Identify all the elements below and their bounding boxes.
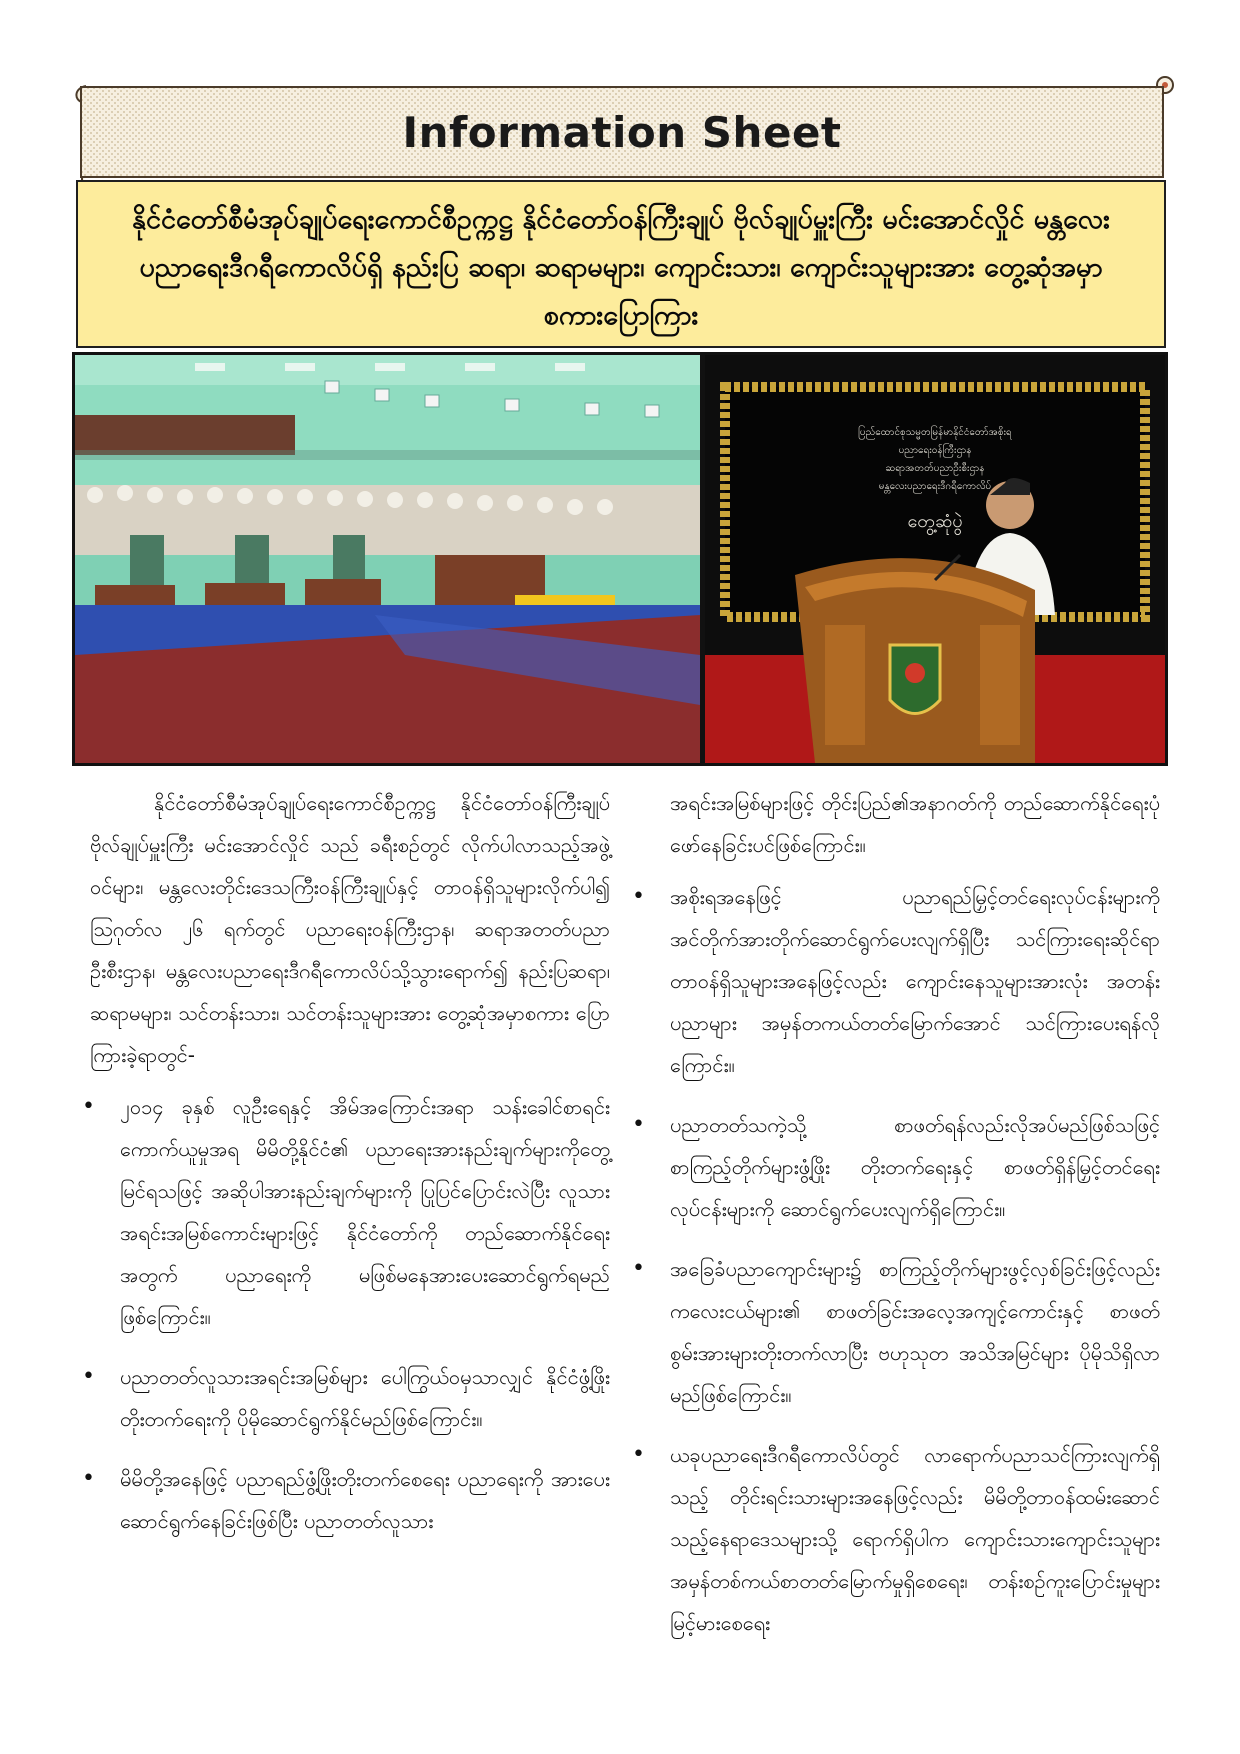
headline-text: နိုင်ငံတော်စီမံအုပ်ချုပ်ရေးကောင်စီဥက္ကဋ္ဌ နိုင်ငံတော်ဝန်ကြီးချုပ် ဗိုလ်ချုပ်မှူးကြီး မင်းအောင်လှိုင် မန္တလေးပညာရေးဒီဂရီကောလိပ်ရှိ နည်းပြ ဆရာ၊ ဆရာမများ၊ ကျောင်းသား၊ ကျောင်းသူများအား တွေ့ဆုံအမှာစကားပြောကြား bbox=[132, 204, 1110, 331]
photo-speaker bbox=[705, 355, 1165, 763]
continuation-text: အရင်းအမြစ်များဖြင့် တိုင်းပြည်၏အနာဂတ်ကို တည်ဆောက်နိုင်ရေးပုံဖော်နေခြင်းပင်ဖြစ်ကြောင်း။ bbox=[670, 791, 1160, 857]
bullet-item bbox=[632, 1248, 1160, 1416]
intro-paragraph: နိုင်ငံတော်စီမံအုပ်ချုပ်ရေးကောင်စီဥက္ကဋ္ဌ နိုင်ငံတော်ဝန်ကြီးချုပ် ဗိုလ်ချုပ်မှူးကြီး မင်းအောင်လှိုင် သည် ခရီးစဉ်တွင် လိုက်ပါလာသည့်အဖွဲ့ဝင်များ၊ မန္တလေးတိုင်းဒေသကြီးဝန်ကြီးချုပ်နှင့် တာဝန်ရှိသူများလိုက်ပါ၍ ဩဂုတ်လ ၂၆ ရက်တွင် ပညာရေးဝန်ကြီးဌာန၊ ဆရာအတတ်ပညာဦးစီးဌာန၊ မန္တလေးပညာရေးဒီဂရီကောလိပ်သို့သွားရောက်၍ နည်းပြဆရာ၊ ဆရာမများ၊ သင်တန်းသား၊ သင်တန်းသူများအား တွေ့ဆုံအမှာစကား ပြောကြားခဲ့ရာတွင်- bbox=[90, 791, 610, 1067]
audience-hall-illustration bbox=[75, 355, 700, 763]
bullet-text: အခြေခံပညာကျောင်းများ၌ စာကြည့်တိုက်များဖွင့်လှစ်ခြင်းဖြင့်လည်း ကလေးငယ်များ၏ စာဖတ်ခြင်းအလေ့အကျင့်ကောင်းနှင့် စာဖတ်စွမ်းအားများတိုးတက်လာပြီး ဗဟုသုတ အသိအမြင်များ ပိုမိုသိရှိလာမည်ဖြစ်ကြောင်း။ bbox=[670, 1257, 1160, 1407]
bullet-dot-icon: • bbox=[632, 1256, 645, 1281]
column-right bbox=[632, 782, 1160, 1662]
bullet-text: ၂၀၁၄ ခုနှစ် လူဦးရေနှင့် အိမ်အကြောင်းအရာ သန်းခေါင်စာရင်းကောက်ယူမှုအရ မိမိတို့နိုင်ငံ၏ ပညာရေးအားနည်းချက်များကိုတွေ့မြင်ရသဖြင့် အဆိုပါအားနည်းချက်များကို ပြုပြင်ပြောင်းလဲပြီး လူသားအရင်းအမြစ်ကောင်းများဖြင့် နိုင်ငံတော်ကို တည်ဆောက်နိုင်ရေးအတွက် ပညာရေးကို မဖြစ်မနေအားပေးဆောင်ရွက်ရမည်ဖြစ်ကြောင်း။ bbox=[120, 1095, 610, 1329]
bullet-text: အစိုးရအနေဖြင့် ပညာရည်မြှင့်တင်ရေးလုပ်ငန်းများကို အင်တိုက်အားတိုက်ဆောင်ရွက်ပေးလျက်ရှိပြီး သင်ကြားရေးဆိုင်ရာ တာဝန်ရှိသူများအနေဖြင့်လည်း ကျောင်းနေသူများအားလုံး အတန်းပညာများ အမှန်တကယ်တတ်မြောက်အောင် သင်ကြားပေးရန်လိုကြောင်း။ bbox=[670, 885, 1160, 1077]
page-title: Information Sheet bbox=[402, 108, 842, 157]
bullet-text: ပညာတတ်သကဲ့သို့ စာဖတ်ရန်လည်းလိုအပ်မည်ဖြစ်သဖြင့် စာကြည့်တိုက်များဖွံ့ဖြိုး တိုးတက်ရေးနှင့် စာဖတ်ရှိန်မြှင့်တင်ရေးလုပ်ငန်းများကို ဆောင်ရွက်ပေးလျက်ရှိကြောင်း။ bbox=[670, 1113, 1160, 1221]
bullet-dot-icon: • bbox=[632, 1442, 645, 1467]
photo-strip bbox=[72, 352, 1168, 766]
bullet-text: မိမိတို့အနေဖြင့် ပညာရည်ဖွံ့ဖြိုးတိုးတက်စေရေး ပညာရေးကို အားပေးဆောင်ရွက်နေခြင်းဖြစ်ပြီး ပညာတတ်လူသား bbox=[120, 1467, 610, 1533]
bullet-text: ယခုပညာရေးဒီဂရီကောလိပ်တွင် လာရောက်ပညာသင်ကြားလျက်ရှိသည့် တိုင်းရင်းသားများအနေဖြင့်လည်း မိမိတို့တာဝန်ထမ်းဆောင်သည့်နေရာဒေသများသို့ ရောက်ရှိပါက ကျောင်းသားကျောင်းသူများ အမှန်တစ်ကယ်စာတတ်မြောက်မှုရှိစေရေး၊ တန်းစဉ်ကူးပြောင်းမှုများမြင့်မားစေရေး bbox=[670, 1443, 1160, 1635]
backdrop-line-2: ပညာရေးဝန်ကြီးဌာန bbox=[898, 445, 972, 456]
bullet-item bbox=[632, 1104, 1160, 1230]
bullet-dot-icon: • bbox=[82, 1466, 95, 1491]
backdrop-line-1: ပြည်ထောင်စုသမ္မတမြန်မာနိုင်ငံတော်အစိုးရ bbox=[858, 427, 1012, 438]
photo-audience bbox=[75, 355, 700, 763]
backdrop-line-4: မန္တလေးပညာရေးဒီဂရီကောလိပ် bbox=[878, 481, 992, 492]
headline-box bbox=[76, 180, 1166, 348]
speaker-illustration bbox=[705, 355, 1165, 763]
bullet-dot-icon: • bbox=[632, 1112, 645, 1137]
title-banner bbox=[80, 86, 1164, 178]
podium bbox=[795, 558, 1035, 763]
bullet-item bbox=[82, 1458, 610, 1542]
bullet-item bbox=[632, 1434, 1160, 1644]
bullet-dot-icon: • bbox=[632, 884, 645, 909]
bullet-item bbox=[82, 1356, 610, 1440]
backdrop-line-3: ဆရာအတတ်ပညာဦးစီးဌာန bbox=[885, 463, 985, 474]
bullet-item bbox=[82, 1086, 610, 1338]
bullet-dot-icon: • bbox=[82, 1364, 95, 1389]
bullet-item bbox=[632, 876, 1160, 1086]
bullet-dot-icon: • bbox=[82, 1094, 95, 1119]
column-left bbox=[82, 782, 610, 1560]
bullet-text: ပညာတတ်လူသားအရင်းအမြစ်များ ပေါကြွယ်ဝမှသာလျှင် နိုင်ငံဖွံ့ဖြိုးတိုးတက်ရေးကို ပိုမိုဆောင်ရွက်နိုင်မည်ဖြစ်ကြောင်း။ bbox=[120, 1365, 610, 1431]
backdrop-line-5: တွေ့ဆုံပွဲ bbox=[907, 511, 963, 532]
